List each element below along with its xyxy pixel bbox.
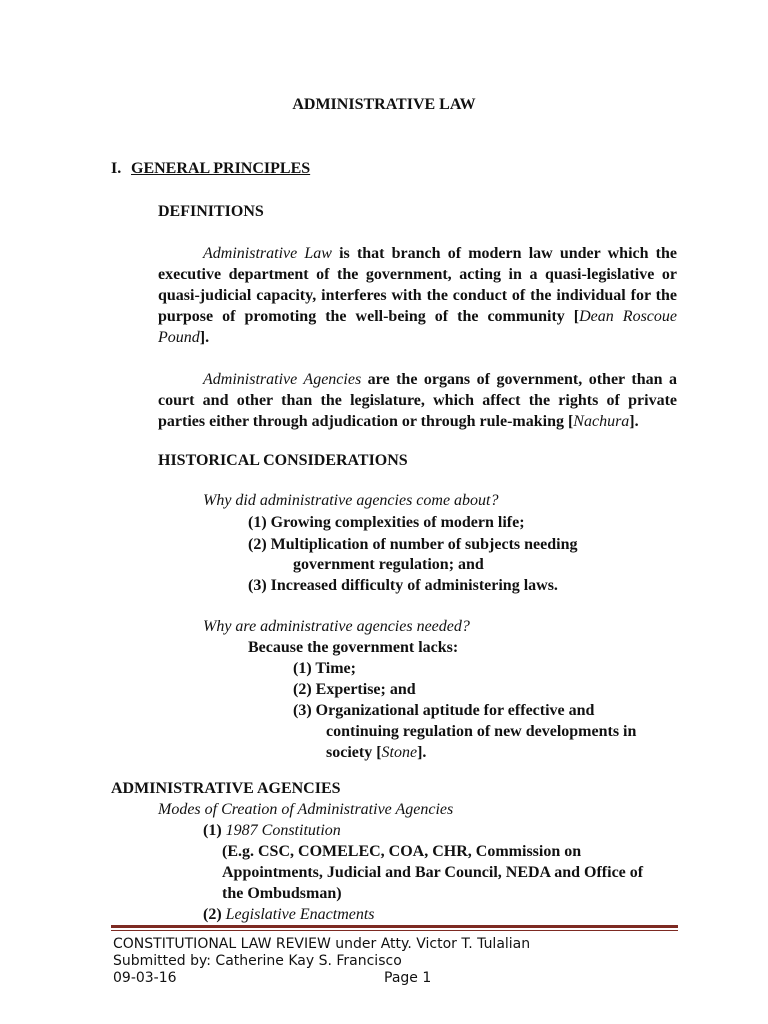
section-title: GENERAL PRINCIPLES: [131, 160, 311, 177]
mode-label: 1987 Constitution: [225, 822, 341, 839]
list-item: (3) Increased difficulty of administering laws.: [248, 577, 558, 594]
historical-heading: HISTORICAL CONSIDERATIONS: [158, 452, 408, 469]
citation-close: ].: [629, 413, 639, 430]
modes-subheading: Modes of Creation of Administrative Agencies: [158, 801, 454, 818]
term-administrative-law: Administrative Law: [203, 245, 332, 262]
mode-item: [203, 822, 341, 840]
citation: Dean Roscoue Pound: [158, 308, 677, 346]
list-item-continuation: [326, 744, 426, 762]
citation-close: ].: [199, 329, 210, 346]
mode-example: the Ombudsman): [222, 885, 342, 902]
citation-close: ].: [417, 744, 427, 761]
footer-page-number: Page 1: [384, 970, 432, 986]
mode-item: [203, 906, 375, 924]
list-item: (1) Time;: [293, 660, 356, 677]
list-item-continuation: continuing regulation of new developments in: [326, 723, 637, 740]
definition-text: are the organs of government, other than a court and other than the legislature, which affect the rights of private parties either through adjudication or through rule-making [: [158, 371, 677, 430]
definition-text: is that branch of modern law under which the executive department of the government, acting in a quasi-legislative or quasi-judicial capacity, interferes with the conduct of the individual for the purpose of promoting the well-being of the community [: [158, 245, 678, 325]
footer-rule: [111, 925, 678, 928]
section-heading-general-principles: [111, 160, 310, 178]
mode-number: (1): [203, 822, 226, 839]
definition-administrative-law: [158, 243, 677, 348]
list-lead: Because the government lacks:: [248, 639, 459, 656]
footer-course: CONSTITUTIONAL LAW REVIEW under Atty. Victor T. Tulalian: [113, 936, 531, 952]
list-text: society [: [326, 744, 382, 761]
list-item-continuation: government regulation; and: [293, 556, 484, 573]
mode-example: (E.g. CSC, COMELEC, COA, CHR, Commission on: [222, 843, 582, 860]
section-number: I.: [111, 160, 122, 177]
footer-submitted-by: Submitted by: Catherine Kay S. Francisco: [113, 953, 402, 969]
mode-example: Appointments, Judicial and Bar Council, NEDA and Office of: [222, 864, 644, 881]
agencies-heading: ADMINISTRATIVE AGENCIES: [111, 780, 341, 797]
mode-label: Legislative Enactments: [225, 906, 375, 923]
definition-administrative-agencies: [158, 369, 677, 432]
list-item: (1) Growing complexities of modern life;: [248, 514, 525, 531]
citation: Nachura: [573, 413, 630, 430]
citation: Stone: [381, 744, 418, 761]
mode-number: (2): [203, 906, 226, 923]
term-administrative-agencies: Administrative Agencies: [203, 371, 362, 388]
question-why-came-about: Why did administrative agencies come about?: [203, 492, 499, 509]
list-item: (2) Multiplication of number of subjects needing: [248, 536, 578, 553]
definitions-heading: DEFINITIONS: [158, 203, 264, 220]
question-why-needed: Why are administrative agencies needed?: [203, 618, 470, 635]
document-title: ADMINISTRATIVE LAW: [292, 96, 476, 113]
footer-date: 09-03-16: [113, 970, 177, 986]
list-item: (2) Expertise; and: [293, 681, 416, 698]
footer-rule-thin: [111, 930, 678, 931]
list-item: (3) Organizational aptitude for effective and: [293, 702, 595, 719]
